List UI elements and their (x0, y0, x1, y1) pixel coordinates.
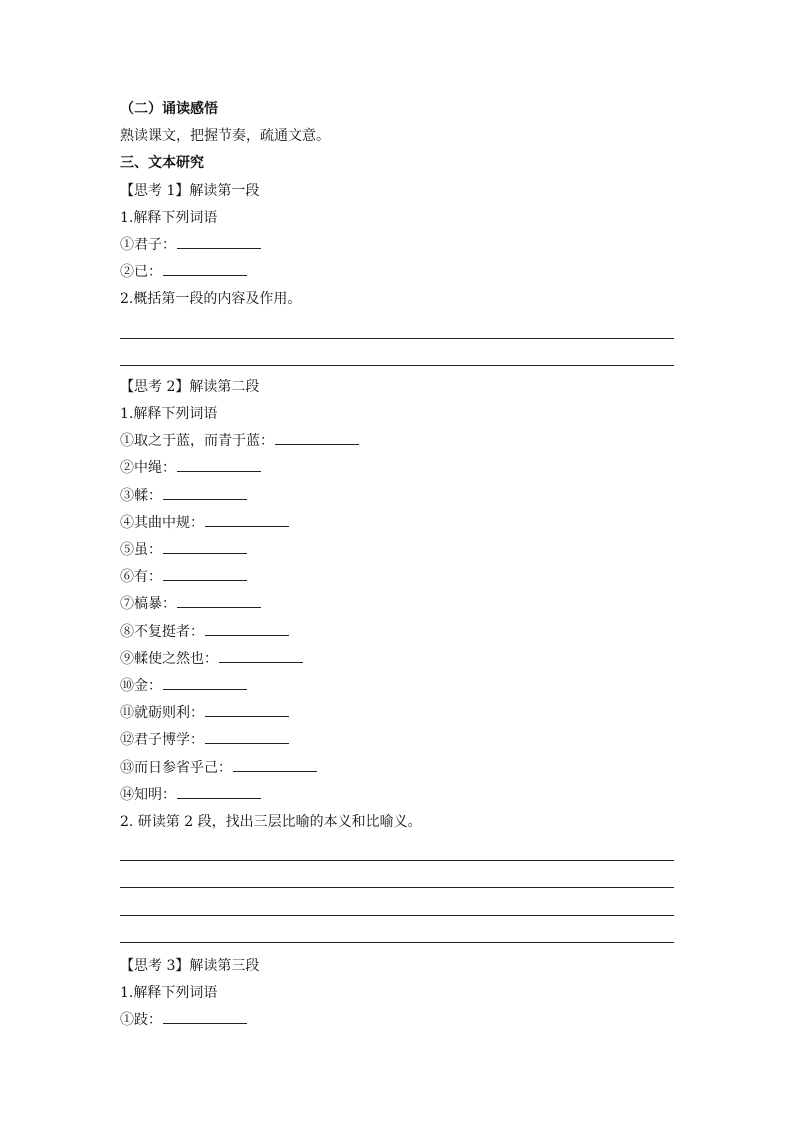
term-label: ③輮： (120, 487, 162, 504)
think1-item-2 (120, 259, 674, 286)
answer-blank[interactable] (163, 676, 247, 690)
answer-blank[interactable] (177, 458, 261, 472)
think2-item-3 (120, 483, 674, 510)
answer-line[interactable] (120, 836, 674, 863)
answer-blank[interactable] (219, 649, 303, 663)
think2-item-14 (120, 782, 674, 809)
think2-item-5 (120, 537, 674, 564)
answer-blank[interactable] (275, 431, 359, 445)
term-label: ⑤虽： (120, 542, 162, 558)
answer-blank[interactable] (205, 730, 289, 744)
answer-blank[interactable] (163, 486, 247, 500)
answer-line[interactable] (120, 918, 674, 945)
think2-question2: 2. 研读第 2 段，找出三层比喻的本义和比喻义。 (120, 813, 422, 830)
think1-question2: 2.概括第一段的内容及作用。 (120, 291, 302, 308)
term-label: ⑬而日参省乎己： (120, 759, 232, 776)
answer-line[interactable] (120, 341, 674, 368)
answer-blank[interactable] (205, 513, 289, 527)
answer-blank[interactable] (163, 262, 247, 276)
worksheet-page (120, 96, 674, 1034)
think2-item-9 (120, 646, 674, 673)
think2-item-8 (120, 619, 674, 646)
term-label: ⑧不复挺者： (120, 623, 204, 640)
term-label: ①跂： (120, 1012, 162, 1029)
answer-blank[interactable] (177, 594, 261, 608)
answer-blank[interactable] (177, 785, 261, 799)
think2-question1: 1.解释下列词语 (120, 406, 218, 423)
think2-item-12 (120, 727, 674, 754)
term-label: ②已： (120, 264, 162, 281)
think2-item-2 (120, 455, 674, 482)
term-label: ⑭知明： (120, 786, 176, 803)
think2-item-13 (120, 755, 674, 782)
think2-item-11 (120, 700, 674, 727)
answer-blank[interactable] (163, 1010, 247, 1024)
term-label: ②中绳： (120, 460, 176, 477)
section-heading-text-study: 三、文本研究 (120, 155, 204, 172)
answer-blank[interactable] (163, 567, 247, 581)
term-label: ⑦槁暴： (120, 596, 176, 613)
answer-blank[interactable] (233, 758, 317, 772)
recite-instruction: 熟读课文，把握节奏，疏通文意。 (120, 128, 330, 145)
term-label: ⑨輮使之然也： (120, 650, 218, 667)
answer-blank[interactable] (163, 540, 247, 554)
term-label: ①取之于蓝，而青于蓝： (120, 433, 274, 450)
think2-item-7 (120, 591, 674, 618)
answer-blank[interactable] (205, 622, 289, 636)
term-label: ④其曲中规： (120, 514, 204, 531)
think2-item-1 (120, 428, 674, 455)
answer-blank[interactable] (177, 235, 261, 249)
think1-question1: 1.解释下列词语 (120, 209, 218, 226)
think1-item-1 (120, 232, 674, 259)
think2-item-4 (120, 510, 674, 537)
section-heading-recite: （二）诵读感悟 (120, 101, 218, 117)
think3-title: 【思考 3】解读第三段 (120, 957, 260, 974)
answer-blank[interactable] (205, 703, 289, 717)
think3-question1: 1.解释下列词语 (120, 985, 218, 1001)
think2-title: 【思考 2】解读第二段 (120, 378, 260, 395)
term-label: ⑪就砺则利： (120, 705, 204, 722)
think1-title: 【思考 1】解读第一段 (120, 182, 260, 199)
term-label: ①君子： (120, 236, 176, 253)
answer-line[interactable] (120, 863, 674, 890)
think2-item-6 (120, 564, 674, 591)
think3-item-1 (120, 1007, 674, 1034)
term-label: ⑥有： (120, 569, 162, 586)
think2-item-10 (120, 673, 674, 700)
term-label: ⑫君子博学： (120, 732, 204, 749)
answer-line[interactable] (120, 890, 674, 917)
term-label: ⑩金： (120, 677, 162, 694)
answer-line[interactable] (120, 314, 674, 341)
